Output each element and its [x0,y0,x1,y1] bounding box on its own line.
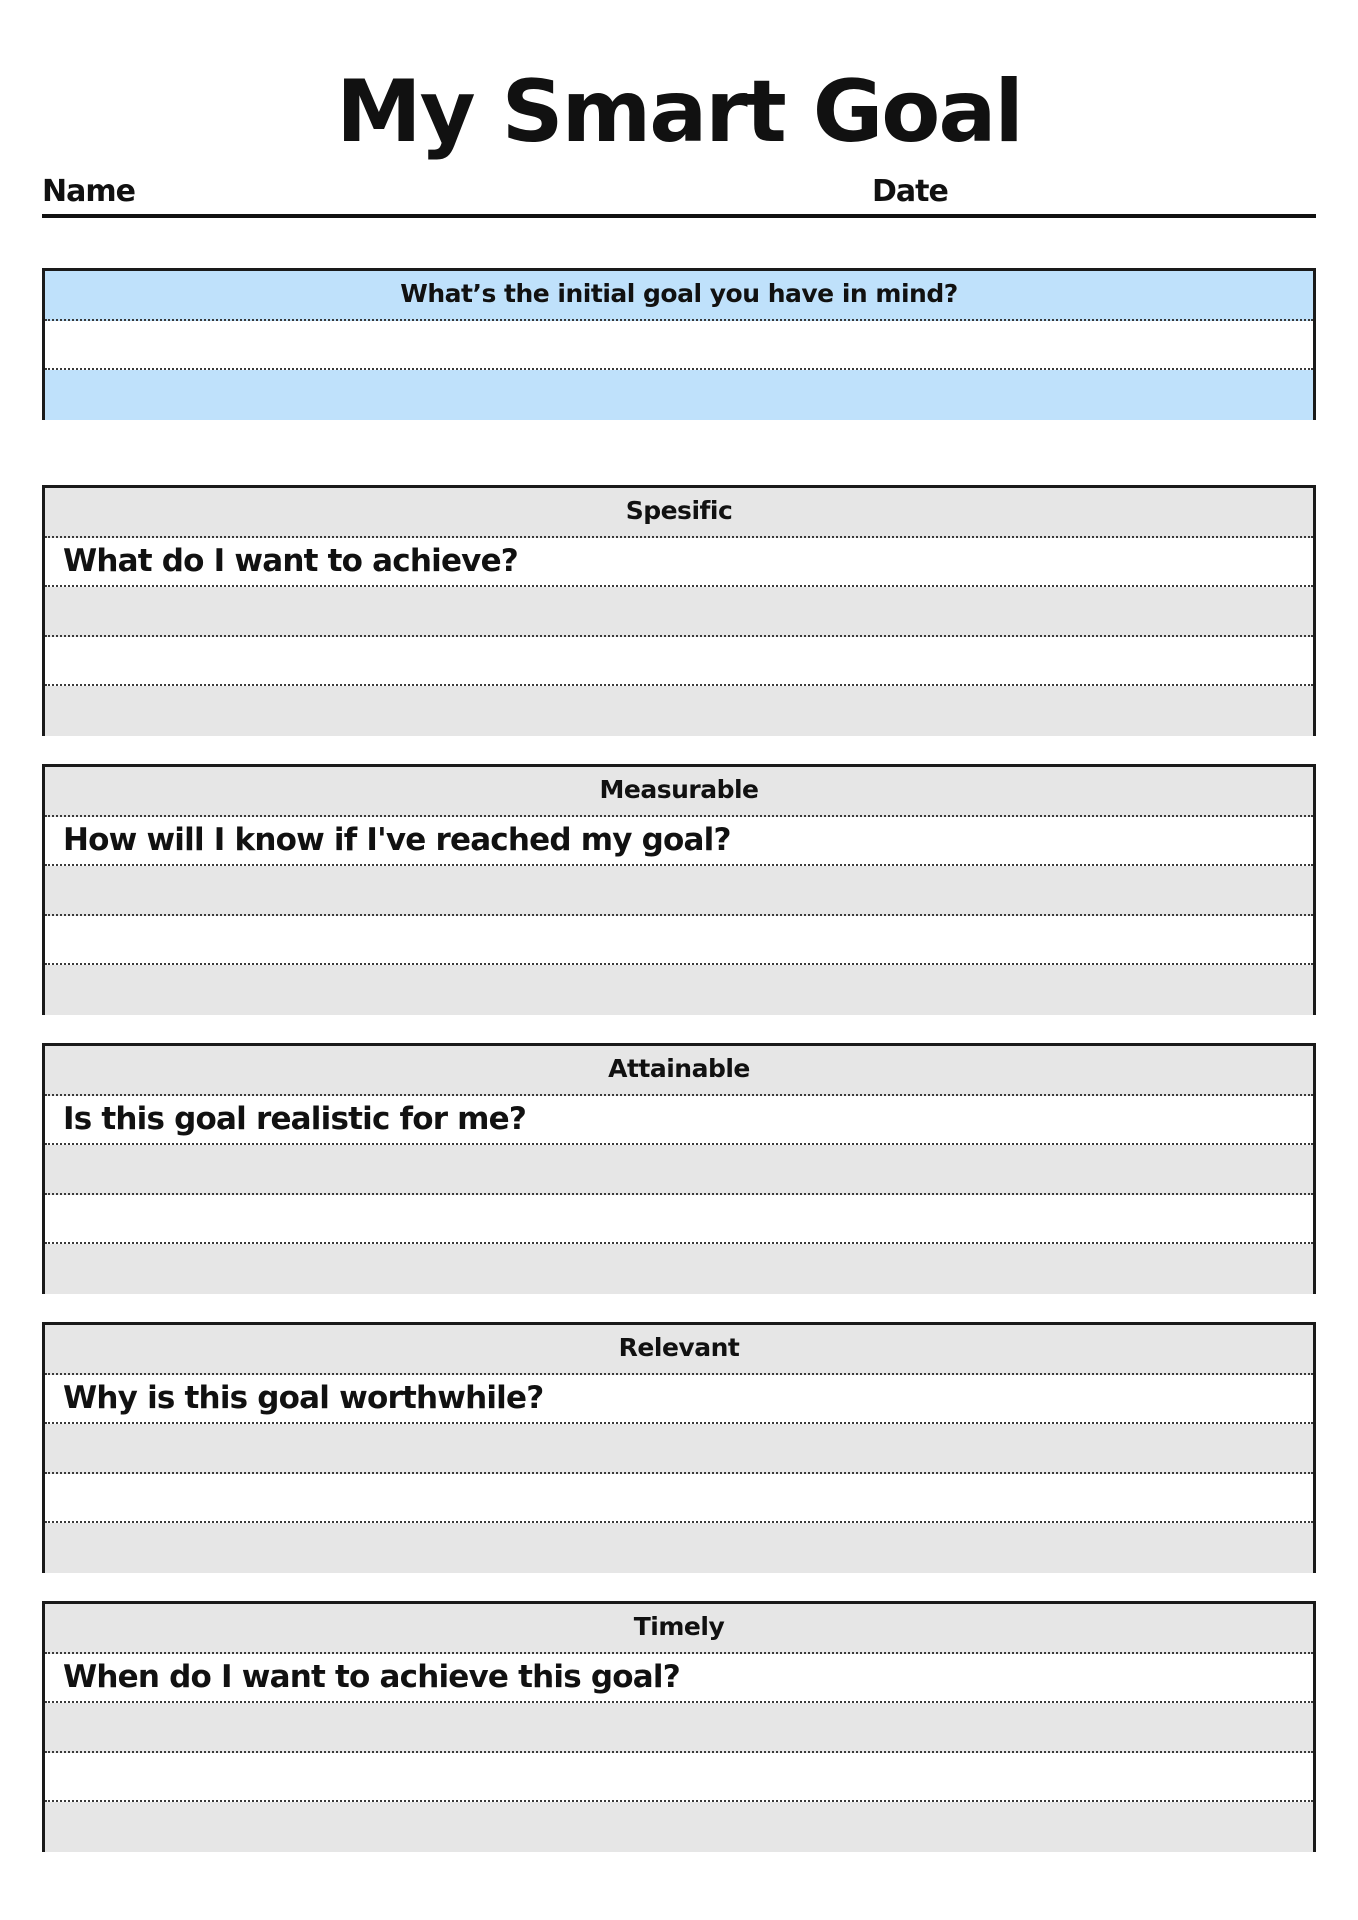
writing-line[interactable] [45,321,1313,371]
relevant-prompt: Why is this goal worthwhile? [63,1379,544,1416]
timely-box [42,1601,1316,1852]
specific-header-row [45,488,1313,538]
attainable-box [42,1043,1316,1294]
writing-line[interactable] [45,1753,1313,1803]
attainable-prompt-row[interactable] [45,1096,1313,1146]
writing-line[interactable] [45,1474,1313,1524]
timely-header: Timely [633,1612,725,1641]
attainable-prompt: Is this goal realistic for me? [63,1100,527,1137]
date-label: Date [872,174,948,209]
name-label: Name [42,174,135,209]
page-title: My Smart Goal [336,62,1022,162]
initial-goal-box [42,268,1316,420]
specific-prompt: What do I want to achieve? [63,542,518,579]
relevant-prompt-row[interactable] [45,1375,1313,1425]
writing-line[interactable] [45,1424,1313,1474]
relevant-box [42,1322,1316,1573]
writing-line[interactable] [45,686,1313,736]
writing-line[interactable] [45,1523,1313,1573]
measurable-box [42,764,1316,1015]
writing-line[interactable] [45,370,1313,420]
writing-line[interactable] [45,1195,1313,1245]
relevant-header: Relevant [618,1333,740,1362]
initial-goal-header-row [45,271,1313,321]
measurable-prompt-row[interactable] [45,817,1313,867]
timely-prompt-row[interactable] [45,1654,1313,1704]
measurable-header-row [45,767,1313,817]
timely-header-row [45,1604,1313,1654]
writing-line[interactable] [45,1703,1313,1753]
writing-line[interactable] [45,587,1313,637]
writing-line[interactable] [45,965,1313,1015]
relevant-header-row [45,1325,1313,1375]
writing-line[interactable] [45,916,1313,966]
writing-line[interactable] [45,1145,1313,1195]
measurable-header: Measurable [599,775,759,804]
specific-prompt-row[interactable] [45,538,1313,588]
writing-line[interactable] [45,1802,1313,1852]
attainable-header: Attainable [608,1054,750,1083]
timely-prompt: When do I want to achieve this goal? [63,1658,680,1695]
attainable-header-row [45,1046,1313,1096]
specific-header: Spesific [625,496,733,525]
name-date-line[interactable] [42,214,1316,218]
measurable-prompt: How will I know if I've reached my goal? [63,821,731,858]
writing-line[interactable] [45,637,1313,687]
specific-box [42,485,1316,736]
initial-goal-header: What’s the initial goal you have in mind? [400,279,958,308]
writing-line[interactable] [45,1244,1313,1294]
writing-line[interactable] [45,866,1313,916]
